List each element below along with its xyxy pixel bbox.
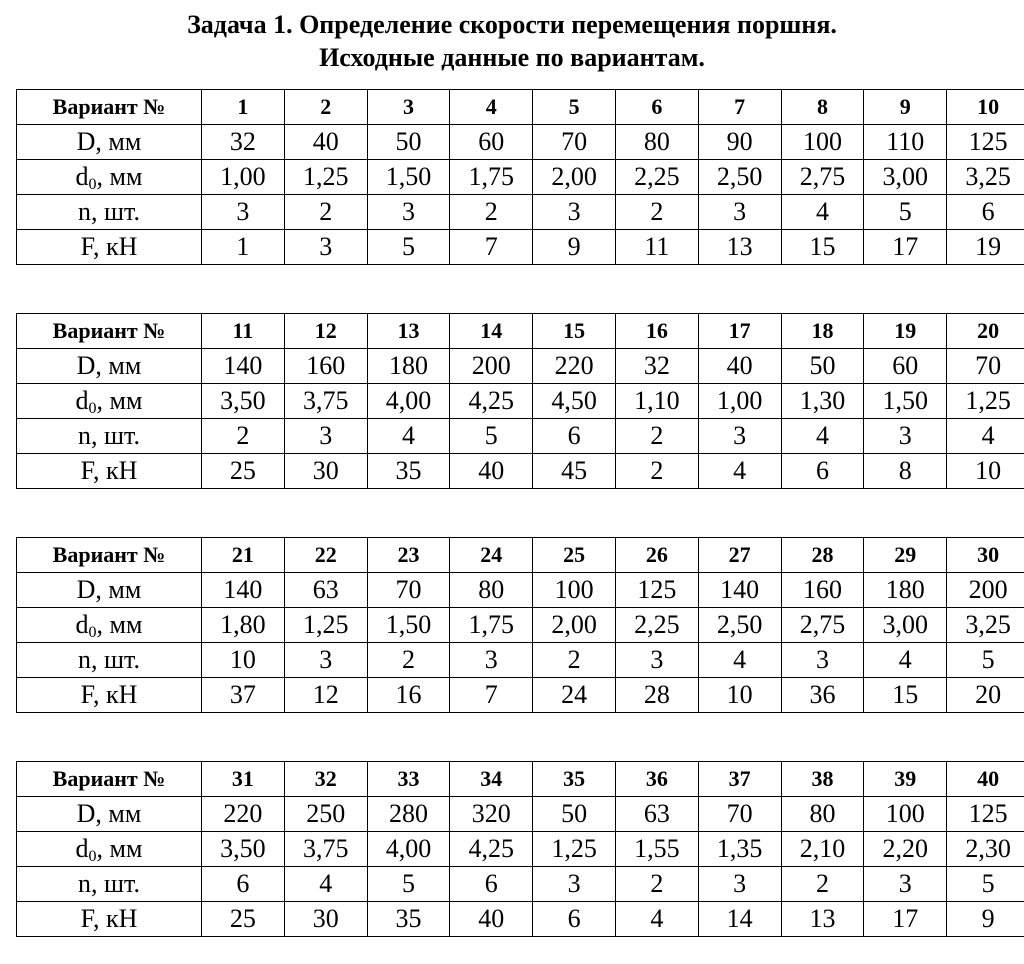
table-cell: 100	[864, 797, 947, 832]
force-row	[17, 454, 1024, 489]
diameter-row-label: D, мм	[17, 573, 202, 608]
title-line-1: Задача 1. Определение скорости перемещения поршня.	[187, 10, 837, 39]
table-cell: 19	[947, 230, 1024, 265]
variants-table-4	[16, 761, 1024, 937]
count-row	[17, 867, 1024, 902]
table-cell: 80	[615, 125, 698, 160]
d0-label-unit: , мм	[96, 834, 143, 863]
table-cell: 38	[781, 762, 864, 797]
table-cell: 3,25	[947, 608, 1024, 643]
table-cell: 8	[781, 90, 864, 125]
table-cell: 25	[202, 454, 285, 489]
table-cell: 2	[615, 454, 698, 489]
table-cell: 2	[781, 867, 864, 902]
table-cell: 7	[450, 678, 533, 713]
table-cell: 140	[698, 573, 781, 608]
count-row-label: n, шт.	[17, 867, 202, 902]
variant-row	[17, 90, 1024, 125]
table-cell: 4	[284, 867, 367, 902]
table-cell: 2	[284, 90, 367, 125]
table-cell: 3	[284, 419, 367, 454]
count-row	[17, 419, 1024, 454]
table-cell: 4	[615, 902, 698, 937]
table-cell: 11	[202, 314, 285, 349]
table-cell: 40	[450, 902, 533, 937]
diameter-row	[17, 125, 1024, 160]
table-cell: 2	[284, 195, 367, 230]
d0-label-letter: d	[75, 610, 89, 639]
table-cell: 9	[947, 902, 1024, 937]
count-row	[17, 643, 1024, 678]
diameter-row-label: D, мм	[17, 349, 202, 384]
table-cell: 40	[947, 762, 1024, 797]
table-cell: 6	[202, 867, 285, 902]
table-cell: 1,30	[781, 384, 864, 419]
table-cell: 180	[367, 349, 450, 384]
table-cell: 3	[533, 195, 616, 230]
table-cell: 24	[533, 678, 616, 713]
table-cell: 16	[615, 314, 698, 349]
table-cell: 50	[367, 125, 450, 160]
table-cell: 1	[202, 90, 285, 125]
diameter-row	[17, 573, 1024, 608]
table-cell: 3	[284, 643, 367, 678]
table-cell: 6	[533, 902, 616, 937]
table-cell: 10	[947, 454, 1024, 489]
table-cell: 17	[864, 230, 947, 265]
table-cell: 1,00	[202, 160, 285, 195]
table-cell: 32	[615, 349, 698, 384]
table-cell: 90	[698, 125, 781, 160]
d0-label-subscript: 0	[88, 624, 97, 641]
table-cell: 1,50	[864, 384, 947, 419]
table-cell: 3	[367, 90, 450, 125]
table-cell: 3	[781, 643, 864, 678]
table-cell: 50	[781, 349, 864, 384]
rod-diameter-row	[17, 832, 1024, 867]
rod-diameter-row	[17, 384, 1024, 419]
table-cell: 2,25	[615, 608, 698, 643]
table-cell: 1,80	[202, 608, 285, 643]
table-cell: 3	[284, 230, 367, 265]
table-cell: 140	[202, 349, 285, 384]
rod-diameter-row	[17, 608, 1024, 643]
table-cell: 19	[864, 314, 947, 349]
table-cell: 125	[947, 797, 1024, 832]
table-cell: 9	[533, 230, 616, 265]
table-cell: 5	[864, 195, 947, 230]
table-cell: 26	[615, 538, 698, 573]
table-cell: 4,00	[367, 832, 450, 867]
table-cell: 16	[367, 678, 450, 713]
table-cell: 3,50	[202, 832, 285, 867]
table-cell: 32	[284, 762, 367, 797]
table-cell: 2	[615, 195, 698, 230]
table-cell: 24	[450, 538, 533, 573]
table-cell: 4	[947, 419, 1024, 454]
rod-diameter-row	[17, 160, 1024, 195]
table-cell: 3	[698, 195, 781, 230]
table-cell: 1,75	[450, 160, 533, 195]
table-cell: 3	[367, 195, 450, 230]
table-cell: 2,30	[947, 832, 1024, 867]
table-cell: 100	[781, 125, 864, 160]
table-cell: 7	[698, 90, 781, 125]
force-row	[17, 678, 1024, 713]
table-cell: 22	[284, 538, 367, 573]
table-cell: 39	[864, 762, 947, 797]
d0-label-unit: , мм	[96, 162, 143, 191]
table-cell: 125	[947, 125, 1024, 160]
table-cell: 9	[864, 90, 947, 125]
table-cell: 6	[533, 419, 616, 454]
table-cell: 15	[781, 230, 864, 265]
table-cell: 4	[698, 643, 781, 678]
table-cell: 3	[202, 195, 285, 230]
table-cell: 320	[450, 797, 533, 832]
table-cell: 110	[864, 125, 947, 160]
table-cell: 2,00	[533, 160, 616, 195]
table-cell: 35	[367, 454, 450, 489]
table-cell: 160	[284, 349, 367, 384]
table-cell: 2,75	[781, 608, 864, 643]
table-cell: 180	[864, 573, 947, 608]
table-cell: 70	[698, 797, 781, 832]
table-cell: 35	[367, 902, 450, 937]
table-cell: 2	[367, 643, 450, 678]
table-cell: 100	[533, 573, 616, 608]
table-cell: 4	[864, 643, 947, 678]
table-cell: 4	[781, 195, 864, 230]
rod-diameter-row-label	[17, 608, 202, 643]
table-cell: 4,25	[450, 384, 533, 419]
table-cell: 280	[367, 797, 450, 832]
variants-table-1	[16, 89, 1024, 265]
table-cell: 3	[864, 419, 947, 454]
table-cell: 17	[698, 314, 781, 349]
table-cell: 1,00	[698, 384, 781, 419]
table-cell: 200	[947, 573, 1024, 608]
variants-table-2	[16, 313, 1024, 489]
d0-label-subscript: 0	[88, 400, 97, 417]
table-cell: 4,25	[450, 832, 533, 867]
table-cell: 18	[781, 314, 864, 349]
table-cell: 30	[947, 538, 1024, 573]
table-cell: 12	[284, 678, 367, 713]
table-cell: 50	[533, 797, 616, 832]
table-cell: 1,25	[533, 832, 616, 867]
table-cell: 3,50	[202, 384, 285, 419]
table-cell: 4	[781, 419, 864, 454]
variant-row-label: Вариант №	[17, 314, 202, 349]
table-cell: 4	[450, 90, 533, 125]
table-cell: 200	[450, 349, 533, 384]
table-cell: 3,75	[284, 832, 367, 867]
table-cell: 32	[202, 125, 285, 160]
count-row	[17, 195, 1024, 230]
table-cell: 3,25	[947, 160, 1024, 195]
table-cell: 20	[947, 678, 1024, 713]
count-row-label: n, шт.	[17, 419, 202, 454]
variant-row	[17, 762, 1024, 797]
force-row	[17, 902, 1024, 937]
table-cell: 5	[947, 643, 1024, 678]
table-cell: 6	[450, 867, 533, 902]
table-cell: 25	[202, 902, 285, 937]
table-cell: 7	[450, 230, 533, 265]
table-cell: 4	[698, 454, 781, 489]
table-cell: 37	[202, 678, 285, 713]
table-cell: 2,75	[781, 160, 864, 195]
table-cell: 2,25	[615, 160, 698, 195]
table-cell: 3	[450, 643, 533, 678]
variant-row	[17, 314, 1024, 349]
table-cell: 80	[450, 573, 533, 608]
table-cell: 13	[781, 902, 864, 937]
table-cell: 1,25	[284, 160, 367, 195]
table-cell: 31	[202, 762, 285, 797]
table-cell: 6	[781, 454, 864, 489]
table-cell: 70	[367, 573, 450, 608]
table-cell: 11	[615, 230, 698, 265]
diameter-row	[17, 349, 1024, 384]
table-cell: 6	[947, 195, 1024, 230]
table-cell: 3	[533, 867, 616, 902]
table-cell: 4,00	[367, 384, 450, 419]
table-cell: 5	[947, 867, 1024, 902]
table-cell: 2	[202, 419, 285, 454]
rod-diameter-row-label	[17, 160, 202, 195]
force-row-label: F, кН	[17, 902, 202, 937]
table-cell: 1,10	[615, 384, 698, 419]
table-cell: 14	[698, 902, 781, 937]
table-cell: 80	[781, 797, 864, 832]
table-cell: 40	[450, 454, 533, 489]
table-cell: 1,25	[284, 608, 367, 643]
diameter-row-label: D, мм	[17, 797, 202, 832]
table-cell: 70	[947, 349, 1024, 384]
table-cell: 250	[284, 797, 367, 832]
table-cell: 220	[202, 797, 285, 832]
diameter-row-label: D, мм	[17, 125, 202, 160]
d0-label-letter: d	[75, 834, 89, 863]
table-cell: 63	[284, 573, 367, 608]
table-cell: 3,00	[864, 160, 947, 195]
table-cell: 2,00	[533, 608, 616, 643]
table-cell: 4,50	[533, 384, 616, 419]
document-title	[0, 8, 1024, 74]
variant-row-label: Вариант №	[17, 762, 202, 797]
table-cell: 15	[533, 314, 616, 349]
table-cell: 60	[864, 349, 947, 384]
table-cell: 28	[615, 678, 698, 713]
table-cell: 2	[533, 643, 616, 678]
d0-label-unit: , мм	[96, 386, 143, 415]
table-cell: 140	[202, 573, 285, 608]
variant-row-label: Вариант №	[17, 90, 202, 125]
count-row-label: n, шт.	[17, 195, 202, 230]
table-cell: 1	[202, 230, 285, 265]
table-cell: 5	[533, 90, 616, 125]
table-cell: 14	[450, 314, 533, 349]
table-cell: 4	[367, 419, 450, 454]
table-cell: 10	[698, 678, 781, 713]
variant-row	[17, 538, 1024, 573]
table-cell: 6	[615, 90, 698, 125]
table-cell: 1,75	[450, 608, 533, 643]
title-line-2: Исходные данные по вариантам.	[319, 43, 705, 72]
table-cell: 36	[615, 762, 698, 797]
table-cell: 2	[450, 195, 533, 230]
variant-row-label: Вариант №	[17, 538, 202, 573]
table-cell: 60	[450, 125, 533, 160]
table-cell: 40	[284, 125, 367, 160]
table-cell: 1,55	[615, 832, 698, 867]
variants-table-3	[16, 537, 1024, 713]
table-cell: 13	[367, 314, 450, 349]
table-cell: 3	[615, 643, 698, 678]
table-cell: 45	[533, 454, 616, 489]
table-cell: 2,50	[698, 608, 781, 643]
table-cell: 70	[533, 125, 616, 160]
table-cell: 34	[450, 762, 533, 797]
table-cell: 3	[698, 867, 781, 902]
table-cell: 1,35	[698, 832, 781, 867]
table-cell: 220	[533, 349, 616, 384]
table-cell: 40	[698, 349, 781, 384]
count-row-label: n, шт.	[17, 643, 202, 678]
d0-label-unit: , мм	[96, 610, 143, 639]
d0-label-letter: d	[75, 386, 89, 415]
table-cell: 13	[698, 230, 781, 265]
table-cell: 2,10	[781, 832, 864, 867]
d0-label-letter: d	[75, 162, 89, 191]
table-cell: 21	[202, 538, 285, 573]
table-cell: 15	[864, 678, 947, 713]
table-cell: 3	[698, 419, 781, 454]
table-cell: 5	[450, 419, 533, 454]
table-cell: 28	[781, 538, 864, 573]
table-cell: 3,75	[284, 384, 367, 419]
table-cell: 25	[533, 538, 616, 573]
table-cell: 37	[698, 762, 781, 797]
table-cell: 10	[947, 90, 1024, 125]
table-cell: 160	[781, 573, 864, 608]
rod-diameter-row-label	[17, 384, 202, 419]
table-cell: 36	[781, 678, 864, 713]
table-cell: 2	[615, 867, 698, 902]
d0-label-subscript: 0	[88, 176, 97, 193]
table-cell: 17	[864, 902, 947, 937]
force-row	[17, 230, 1024, 265]
table-cell: 2	[615, 419, 698, 454]
table-cell: 2,50	[698, 160, 781, 195]
table-cell: 3,00	[864, 608, 947, 643]
table-cell: 5	[367, 230, 450, 265]
table-cell: 23	[367, 538, 450, 573]
table-cell: 30	[284, 902, 367, 937]
force-row-label: F, кН	[17, 230, 202, 265]
table-cell: 1,50	[367, 160, 450, 195]
force-row-label: F, кН	[17, 454, 202, 489]
table-cell: 5	[367, 867, 450, 902]
table-cell: 12	[284, 314, 367, 349]
d0-label-subscript: 0	[88, 848, 97, 865]
rod-diameter-row-label	[17, 832, 202, 867]
table-cell: 125	[615, 573, 698, 608]
table-cell: 10	[202, 643, 285, 678]
table-cell: 1,25	[947, 384, 1024, 419]
table-cell: 20	[947, 314, 1024, 349]
table-cell: 3	[864, 867, 947, 902]
table-cell: 27	[698, 538, 781, 573]
table-cell: 33	[367, 762, 450, 797]
table-cell: 29	[864, 538, 947, 573]
diameter-row	[17, 797, 1024, 832]
table-cell: 35	[533, 762, 616, 797]
table-cell: 63	[615, 797, 698, 832]
table-cell: 8	[864, 454, 947, 489]
table-cell: 1,50	[367, 608, 450, 643]
table-cell: 2,20	[864, 832, 947, 867]
table-cell: 30	[284, 454, 367, 489]
force-row-label: F, кН	[17, 678, 202, 713]
